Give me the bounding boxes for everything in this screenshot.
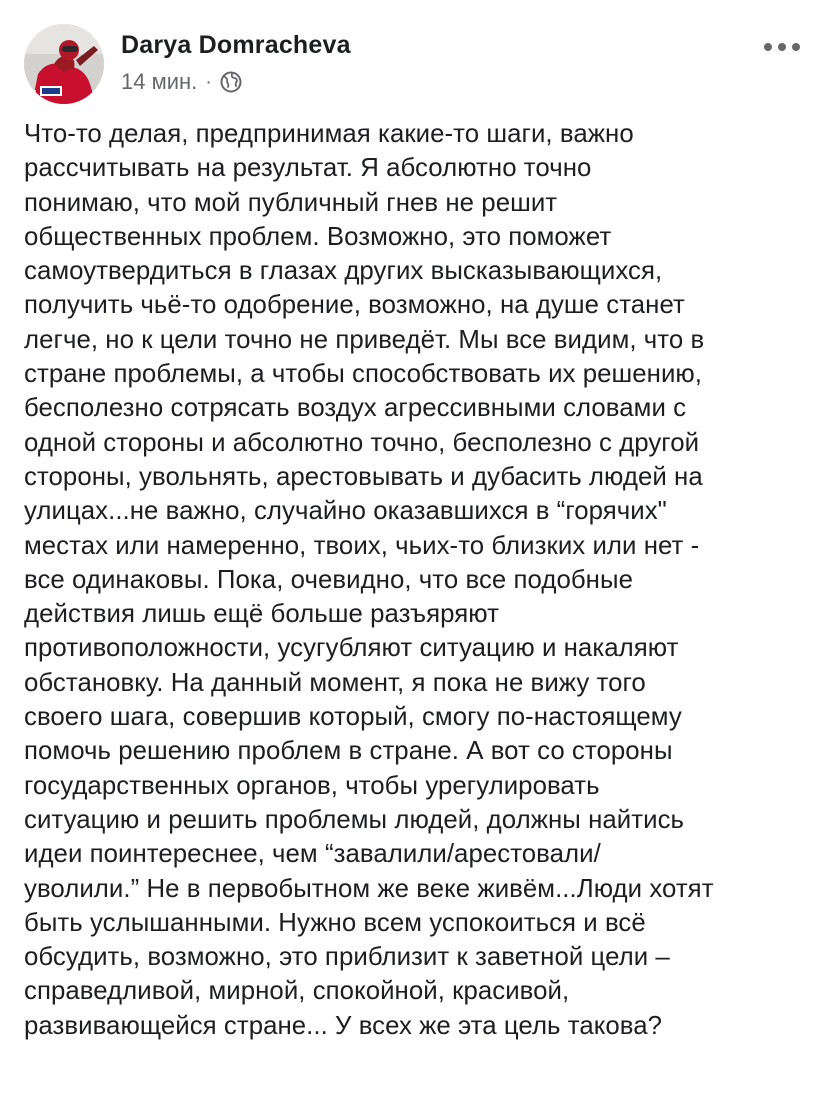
- post-text-line: уволили.” Не в первобытном же веке живём...Люди хотят: [24, 874, 714, 903]
- post-text-line: Что-то делая, предпринимая какие-то шаги, важно: [24, 120, 634, 148]
- avatar-photo: [24, 24, 104, 104]
- post-text-line: действия лишь ещё больше разъяряют: [24, 600, 499, 629]
- globe-icon[interactable]: [220, 71, 242, 93]
- post-text-line: ситуацию и решить проблемы людей, должны найтись: [24, 805, 685, 834]
- post-text-line: своего шага, совершив который, смогу по-настоящему: [24, 703, 682, 732]
- more-dot: [764, 43, 772, 51]
- post-body: [24, 117, 814, 1043]
- post-text-line: бесполезно сотрясать воздух агрессивными словами с: [24, 394, 687, 423]
- avatar[interactable]: [24, 24, 104, 104]
- post-text-line: местах или намеренно, твоих, чьих-то близких или нет -: [24, 531, 700, 560]
- post-text-line: рассчитывать на результат. Я абсолютно точно: [24, 154, 592, 183]
- post-text-line: понимаю, что мой публичный гнев не решит: [24, 188, 558, 217]
- more-dot: [778, 43, 786, 51]
- post-text-line: самоутвердиться в глазах других высказывающихся,: [24, 257, 663, 286]
- post-text-line: государственных органов, чтобы урегулировать: [24, 771, 600, 800]
- post-header: [24, 24, 804, 104]
- post-meta: [121, 67, 242, 97]
- post-text-line: развивающейся стране... У всех же эта цель такова?: [24, 1011, 663, 1040]
- post-text-line: легче, но к цели точно не приведёт. Мы все видим, что в: [24, 325, 705, 354]
- post-time[interactable]: 14 мин.: [121, 69, 198, 94]
- more-options-icon[interactable]: [764, 40, 800, 54]
- post-text-line: обсудить, возможно, это приблизит к заветной цели –: [24, 943, 670, 972]
- post-text-line: получить чьё-то одобрение, возможно, на душе станет: [24, 291, 685, 320]
- post-text-line: стороны, увольнять, арестовывать и дубасить людей на: [24, 462, 703, 491]
- post-text-line: стране проблемы, а чтобы способствовать их решению,: [24, 360, 703, 389]
- post-text-line: общественных проблем. Возможно, это поможет: [24, 222, 612, 251]
- post-text-line: обстановку. На данный момент, я пока не вижу того: [24, 668, 646, 697]
- post-text-line: быть услышанными. Нужно всем успокоиться и всё: [24, 908, 646, 937]
- post-text-line: одной стороны и абсолютно точно, бесполезно с другой: [24, 428, 700, 457]
- post-text-line: все одинаковы. Пока, очевидно, что все подобные: [24, 565, 633, 594]
- post-text-line: улицах...не важно, случайно оказавшихся в “горячих": [24, 497, 667, 526]
- post-text-line: идеи поинтереснее, чем “завалили/арестовали/: [24, 840, 601, 869]
- post-text-line: помочь решению проблем в стране. А вот со стороны: [24, 737, 673, 766]
- more-dot: [792, 43, 800, 51]
- meta-separator: ·: [205, 70, 212, 93]
- author-name[interactable]: Darya Domracheva: [121, 31, 351, 59]
- post-text-line: справедливой, мирной, спокойной, красивой,: [24, 977, 570, 1006]
- post-text-line: противоположности, усугубляют ситуацию и накаляют: [24, 634, 679, 663]
